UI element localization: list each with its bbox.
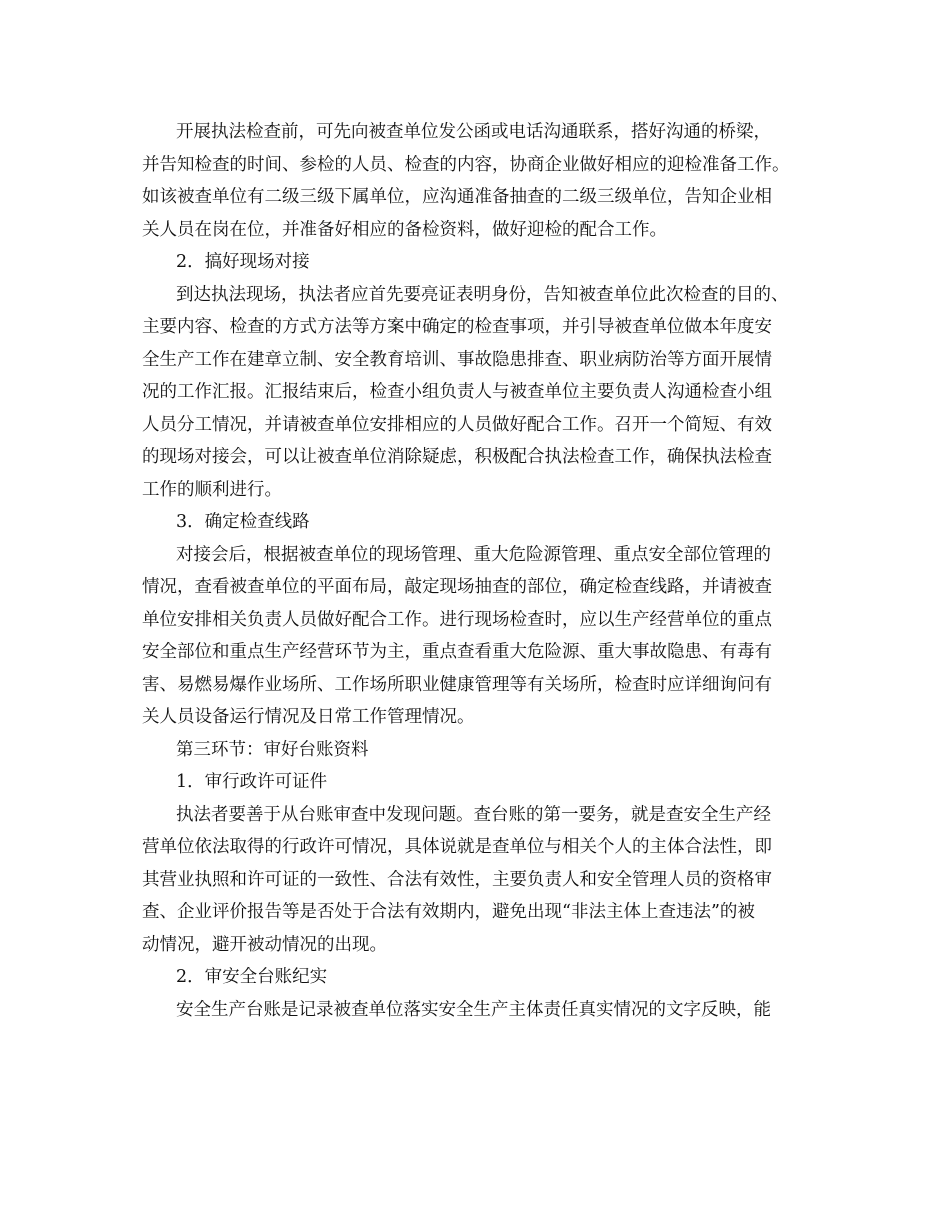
text-line: 关人员在岗在位，并准备好相应的备检资料，做好迎检的配合工作。 [142,219,667,240]
text-line: 开展执法检查前，可先向被查单位发公函或电话沟通联系，搭好沟通的桥梁， [176,122,771,142]
text-line: 安全生产台账是记录被查单位落实安全生产主体责任真实情况的文字反映，能 [176,999,771,1020]
text-line: 的现场对接会，可以让被查单位消除疑虑，积极配合执法检查工作，确保执法检查 [142,447,772,467]
text-line: 动情况，避开被动情况的出现。 [142,934,387,955]
text-line: 关人员设备运行情况及日常工作管理情况。 [142,707,475,727]
text-line: 主要内容、检查的方式方法等方案中确定的检查事项，并引导被查单位做本年度安 [142,317,772,337]
text-line: 1．审行政许可证件 [176,772,328,792]
text-line: 单位安排相关负责人员做好配合工作。进行现场检查时，应以生产经营单位的重点 [142,609,772,630]
text-line: 情况，查看被查单位的平面布局，敲定现场抽查的部位，确定检查线路，并请被查 [142,577,772,597]
text-line: 人员分工情况，并请被查单位安排相应的人员做好配合工作。召开一个简短、有效 [142,414,772,435]
text-line: 况的工作汇报。汇报结束后，检查小组负责人与被查单位主要负责人沟通检查小组 [142,382,772,402]
text-line: 执法者要善于从台账审查中发现问题。查台账的第一要务，就是查安全生产经 [176,804,771,825]
text-line: 2．审安全台账纪实 [176,967,328,987]
text-line: 其营业执照和许可证的一致性、合法有效性，主要负责人和安全管理人员的资格审 [142,869,772,890]
text-line: 工作的顺利进行。 [142,479,282,500]
document-page [142,116,812,1026]
text-line: 如该被查单位有二级三级下属单位，应沟通准备抽查的二级三级单位，告知企业相 [142,187,772,207]
text-line: 到达执法现场，执法者应首先要亮证表明身份，告知被查单位此次检查的目的、 [176,284,789,305]
text-line: 安全部位和重点生产经营环节为主，重点查看重大危险源、重大事故隐患、有毒有 [142,642,772,662]
text-line: 第三环节：审好台账资料 [176,739,369,760]
text-line: 全生产工作在建章立制、安全教育培训、事故隐患排查、职业病防治等方面开展情 [142,349,772,370]
text-line: 害、易燃易爆作业场所、工作场所职业健康管理等有关场所，检查时应详细询问有 [142,674,772,695]
text-line: 查、企业评价报告等是否处于合法有效期内，避免出现“非法主体上查违法”的被 [142,902,755,922]
text-line: 2．搞好现场对接 [176,252,310,272]
text-line: 对接会后，根据被查单位的现场管理、重大危险源管理、重点安全部位管理的 [176,544,771,565]
text-line: 3．确定检查线路 [176,512,310,532]
text-line: 营单位依法取得的行政许可情况，具体说就是查单位与相关个人的主体合法性，即 [142,837,772,857]
text-line: 并告知检查的时间、参检的人员、检查的内容，协商企业做好相应的迎检准备工作。 [142,154,790,175]
